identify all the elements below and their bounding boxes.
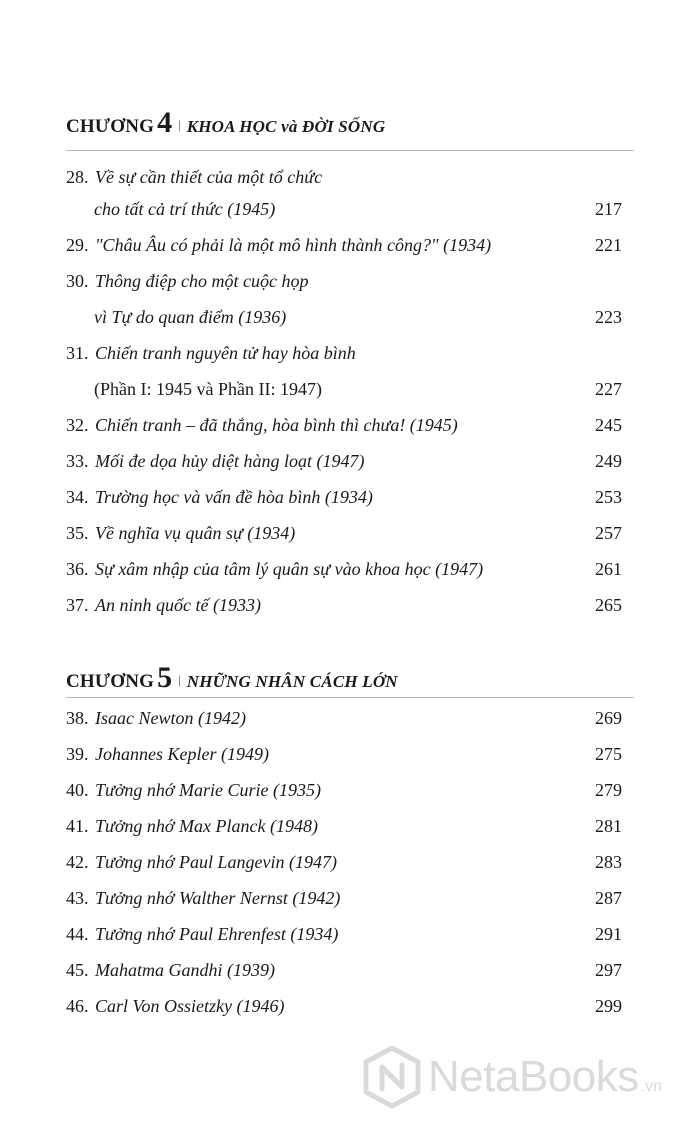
entry-number: 29.: [66, 235, 89, 255]
entry-title: Mahatma Gandhi (1939): [95, 960, 275, 980]
entry-number: 46.: [66, 996, 89, 1016]
entry-number: 40.: [66, 780, 89, 800]
toc-entry-35[interactable]: [66, 521, 622, 545]
entry-title: Tưởng nhớ Paul Ehrenfest (1934): [95, 924, 339, 944]
toc-entry-33[interactable]: [66, 449, 622, 473]
entry-title: Chiến tranh – đã thắng, hòa bình thì chưa! (1945): [95, 415, 458, 435]
entry-page-number: 257: [595, 523, 622, 543]
entry-title: Johannes Kepler (1949): [95, 744, 269, 764]
entry-number: 39.: [66, 744, 89, 764]
entry-page-number: 217: [595, 199, 622, 219]
entry-number: 33.: [66, 451, 89, 471]
entry-title-continued: vì Tự do quan điểm (1936): [94, 307, 287, 327]
entry-title: Về sự cần thiết của một tổ chức: [95, 167, 323, 187]
entry-title: Về nghĩa vụ quân sự (1934): [95, 523, 296, 543]
toc-entry-44[interactable]: [66, 922, 622, 946]
toc-entry-31[interactable]: [66, 341, 622, 365]
toc-entry-32[interactable]: [66, 413, 622, 437]
entry-title-continued: cho tất cả trí thức (1945): [94, 199, 276, 219]
toc-entry-42[interactable]: [66, 850, 622, 874]
chapter-number: 5: [157, 661, 173, 694]
entry-number: 32.: [66, 415, 89, 435]
toc-entry-45[interactable]: [66, 958, 622, 982]
chapter-separator: |: [178, 672, 181, 687]
toc-entry-38[interactable]: [66, 706, 622, 730]
toc-entry-30[interactable]: [66, 269, 622, 293]
entry-page-number: 283: [595, 852, 622, 872]
entry-page-number: 221: [595, 235, 622, 255]
entry-page-number: 291: [595, 924, 622, 944]
toc-entry-41[interactable]: [66, 814, 622, 838]
chapter-4-divider: [66, 150, 634, 151]
entry-page-number: 287: [595, 888, 622, 908]
netabooks-watermark: [362, 1042, 692, 1112]
entry-number: 31.: [66, 343, 89, 363]
entry-title: "Châu Âu có phải là một mô hình thành công?" (1934): [95, 235, 492, 255]
toc-entry-43[interactable]: [66, 886, 622, 910]
entry-title-continued: (Phần I: 1945 và Phần II: 1947): [94, 379, 322, 399]
entry-title: Thông điệp cho một cuộc họp: [95, 271, 309, 291]
entry-page-number: 297: [595, 960, 622, 980]
chapter-label: CHƯƠNG: [66, 671, 155, 692]
entry-number: 42.: [66, 852, 89, 872]
entry-number: 35.: [66, 523, 89, 543]
toc-entry-40[interactable]: [66, 778, 622, 802]
toc-entry-34[interactable]: [66, 485, 622, 509]
entry-page-number: 275: [595, 744, 622, 764]
entry-page-number: 299: [595, 996, 622, 1016]
entry-number: 44.: [66, 924, 89, 944]
entry-number: 41.: [66, 816, 89, 836]
netabooks-logo-icon: [362, 1045, 422, 1109]
chapter-5-heading: [66, 663, 398, 693]
watermark-suffix: .vn: [640, 1078, 663, 1095]
entry-title: Carl Von Ossietzky (1946): [95, 996, 285, 1016]
entry-title: Tưởng nhớ Paul Langevin (1947): [95, 852, 338, 872]
toc-entry-29[interactable]: [66, 233, 622, 257]
chapter-5-divider: [66, 697, 634, 698]
entry-page-number: 253: [595, 487, 622, 507]
entry-title: Chiến tranh nguyên tử hay hòa bình: [95, 343, 356, 363]
toc-entry-36[interactable]: [66, 557, 622, 581]
toc-entry-28-continued[interactable]: [66, 197, 622, 221]
entry-number: 28.: [66, 167, 89, 187]
entry-title: Sự xâm nhập của tâm lý quân sự vào khoa học (1947): [95, 559, 484, 579]
entry-number: 43.: [66, 888, 89, 908]
entry-page-number: 265: [595, 595, 622, 615]
chapter-4-heading: [66, 108, 385, 138]
toc-entry-37[interactable]: [66, 593, 622, 617]
entry-number: 34.: [66, 487, 89, 507]
entry-title: Tưởng nhớ Walther Nernst (1942): [95, 888, 341, 908]
entry-page-number: 279: [595, 780, 622, 800]
entry-title: Trường học và vấn đề hòa bình (1934): [95, 487, 373, 507]
entry-page-number: 223: [595, 307, 622, 327]
entry-page-number: 245: [595, 415, 622, 435]
entry-number: 30.: [66, 271, 89, 291]
chapter-label: CHƯƠNG: [66, 116, 155, 137]
chapter-number: 4: [157, 106, 173, 139]
entry-page-number: 269: [595, 708, 622, 728]
chapter-title: KHOA HỌC và ĐỜI SỐNG: [186, 117, 386, 136]
entry-title: Tưởng nhớ Max Planck (1948): [95, 816, 318, 836]
entry-page-number: 281: [595, 816, 622, 836]
entry-number: 37.: [66, 595, 89, 615]
entry-number: 36.: [66, 559, 89, 579]
entry-number: 45.: [66, 960, 89, 980]
entry-page-number: 227: [595, 379, 622, 399]
entry-title: An ninh quốc tế (1933): [95, 595, 261, 615]
toc-entry-31-continued[interactable]: [66, 377, 622, 401]
watermark-brand: NetaBooks: [428, 1052, 639, 1101]
entry-title: Tưởng nhớ Marie Curie (1935): [95, 780, 322, 800]
toc-entry-30-continued[interactable]: [66, 305, 622, 329]
chapter-title: NHỮNG NHÂN CÁCH LỚN: [186, 672, 398, 691]
chapter-separator: |: [178, 117, 181, 132]
toc-entry-39[interactable]: [66, 742, 622, 766]
toc-entry-46[interactable]: [66, 994, 622, 1018]
entry-title: Isaac Newton (1942): [95, 708, 246, 728]
entry-page-number: 261: [595, 559, 622, 579]
toc-entry-28[interactable]: [66, 165, 622, 189]
entry-page-number: 249: [595, 451, 622, 471]
entry-title: Mối đe dọa hủy diệt hàng loạt (1947): [95, 451, 365, 471]
entry-number: 38.: [66, 708, 89, 728]
